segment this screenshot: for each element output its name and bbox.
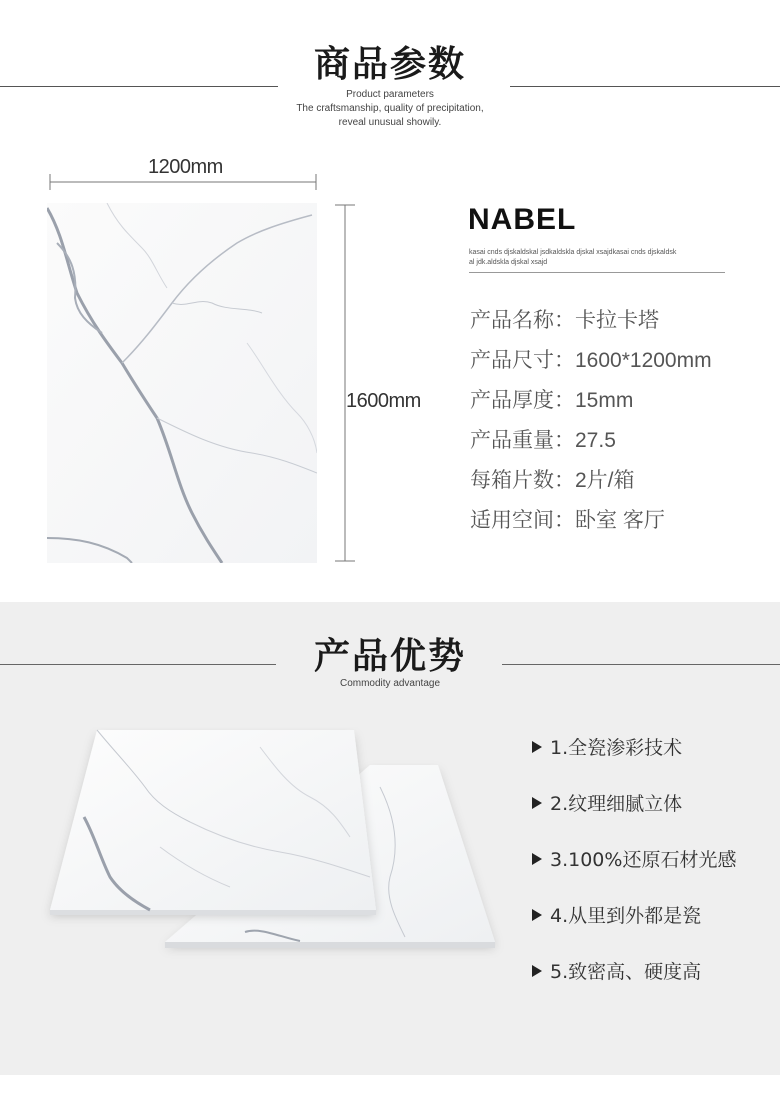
spec-key: 每箱片数： [470, 468, 575, 492]
play-arrow-icon [532, 797, 542, 809]
spec-row-size [470, 340, 712, 380]
params-subtitle-line1: Product parameters [346, 89, 434, 100]
title-divider-left [0, 86, 278, 87]
advantage-list [532, 733, 736, 987]
spec-row-per-box [470, 460, 712, 500]
params-subtitle-line2: The craftsmanship, quality of precipitation, [296, 103, 484, 114]
spec-value: 15mm [575, 389, 634, 412]
advantage-item [532, 957, 736, 987]
adv-subtitle: Commodity advantage [339, 678, 441, 689]
spec-value: 卡拉卡塔 [575, 309, 659, 332]
marble-tiles-illustration [40, 727, 510, 977]
spec-key: 产品尺寸： [470, 348, 575, 372]
spec-key: 产品名称： [470, 308, 575, 332]
advantage-text: 2.纹理细腻立体 [550, 793, 683, 815]
product-advantages-section [0, 602, 780, 1075]
brand-divider [469, 272, 725, 273]
marble-tile-image [47, 203, 317, 563]
spec-value: 卧室 客厅 [575, 509, 665, 532]
adv-divider-left [0, 664, 276, 665]
spec-row-name [470, 300, 712, 340]
width-label: 1200mm [148, 156, 223, 178]
height-label: 1600mm [346, 390, 421, 412]
spec-row-weight [470, 420, 712, 460]
brand-name: NABEL [468, 203, 577, 236]
advantage-text: 4.从里到外都是瓷 [550, 905, 702, 927]
params-subtitle [240, 88, 540, 130]
advantage-item [532, 901, 736, 931]
title-divider-right [510, 86, 780, 87]
height-dimension-line [332, 203, 358, 563]
brand-tagline [469, 248, 729, 268]
brand-tagline-line2: al jdk.aldskla djskal xsajd [469, 259, 548, 266]
play-arrow-icon [532, 909, 542, 921]
spec-key: 适用空间： [470, 508, 575, 532]
spec-list [470, 300, 712, 540]
advantage-text: 3.100%还原石材光感 [550, 849, 737, 871]
width-dimension-line [46, 172, 320, 192]
play-arrow-icon [532, 965, 542, 977]
advantage-text: 1.全瓷渗彩技术 [550, 737, 683, 759]
advantage-text: 5.致密高、硬度高 [550, 961, 702, 983]
params-subtitle-line3: reveal unusual showily. [338, 117, 442, 128]
brand-tagline-line1: kasai cnds djskaldskal jsdkaldskla djskal xsajdkasai cnds djskaldsk [469, 249, 677, 256]
spec-value: 27.5 [575, 429, 616, 452]
advantage-item [532, 733, 736, 763]
play-arrow-icon [532, 741, 542, 753]
spec-key: 产品重量： [470, 428, 575, 452]
spec-key: 产品厚度： [470, 388, 575, 412]
spec-value: 2片/箱 [575, 469, 635, 492]
adv-title: 产品优势 [313, 636, 466, 677]
params-title: 商品参数 [313, 44, 466, 85]
play-arrow-icon [532, 853, 542, 865]
advantage-item [532, 845, 736, 875]
spec-row-thickness [470, 380, 712, 420]
spec-row-space [470, 500, 712, 540]
spec-value: 1600*1200mm [575, 349, 712, 372]
adv-divider-right [502, 664, 780, 665]
advantage-item [532, 789, 736, 819]
